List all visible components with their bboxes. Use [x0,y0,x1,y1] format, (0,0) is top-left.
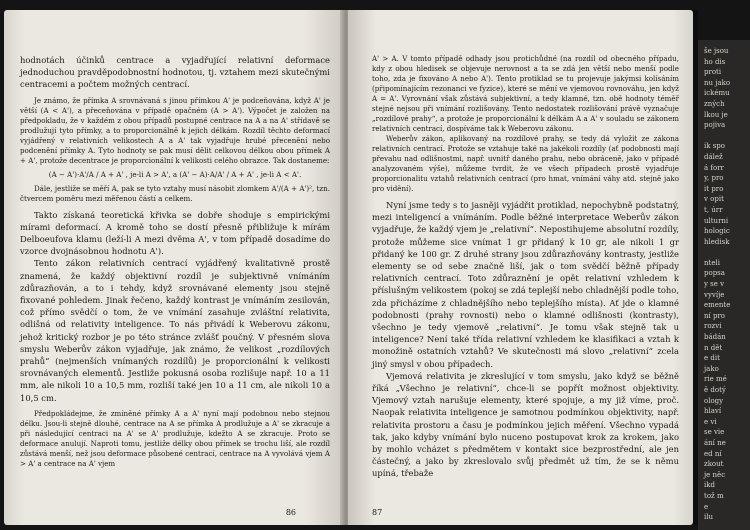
back-page-line: ě dotý [704,386,726,394]
right-paragraph-1: A' > A. V tomto případě odhady jsou protichůdné (na rozdíl od obecného případu, kdy z obou hledisek se objevuje nerovnost a ta se zdá jen větší nebo menší podle toho, zda je fixováno A nebo A'). Tento protiklad se tu projevuje jakýmsi kolísáním (připomínajícím rezonanci ve fyzice), které se mění ve vjemovou rovnováhu, jen když A = A'. Vyrovnání však zůstává subjektivní, a tedy klamné, tzn. obě hodnoty téměř stejné nejsou při vnímání rozlišovány. Tento nedostatek rozlišování právě vyznačuje „rozdílové prahy“, a protože je proporcionální k délkám A a A' v souladu se zákonem relativních centrací, dospíváme tak k Weberovu zákonu. [372,54,679,133]
back-page-line: tož m [704,491,724,500]
back-page-line: lkou je [704,110,728,119]
back-page-line: zkout [704,460,724,469]
back-page-line: vyvíje [704,290,725,299]
left-paragraph-4: Takto získaná teoretická křivka se dobře shoduje s empirickými mírami deformací. A kromě toho se dostí přesně přibližuje k mírám Delboeufova klamu (leží-li A mezi dvěma A', v tom případě dosadíme do vzorce dvojnásobnou hodnotu A'). [20,209,330,257]
back-page-line: ickému [704,89,730,98]
back-page-line: ho dis [704,57,726,66]
left-paragraph-6: Předpokládejme, že zmíněné přímky A a A' nyní mají podobnou nebo stejnou délku. Jsou-li stejně dlouhé, centrace na A se přímka A prodlužuje a A' se zkracuje a při následující centraci na A' se A' prodlužuje, kdežto A se zkracuje. Proto se deformace anulují. Naproti tomu, jestliže délky obou přímek se trochu liší, ale rozdíl zůstává menší, než jsou deformace působené centrací, centrace na A vyvolává vjem A > A' a centrace na A' vjem [20,408,330,468]
back-page-line: hologic [704,227,730,236]
right-paragraph-3: Nyní jsme tedy s to jasněji vyjádřit protiklad, nepochybně podstatný, mezi inteligencí a vnímáním. Podle běžné interpretace Weberův zákon vyjadřuje, že každý vjem je „relativní“. Nepostihujeme absolutní rozdíly, protože můžeme sice vnímat 1 gr přidaný k 10 gr, ale nikoli 1 gr přidaný ke 100 gr. Z druhé strany jsou zdůrazňovány kontrasty, jestliže elementy se od sebe značně liší, jak o tom svědčí běžně případy relativních centrací. Toto zdůraznění je opět relativní vzhledem k příslušným velikostem (pokoj se zdá teplejší nebo chladnější podle toho, zda přicházíme z chladnějšího nebo teplejšího místa). Ať jde o klamné podobnosti (prahy rovnosti) nebo o klamné odlišnosti (kontrasty), všechno je tedy vjemově „relativní“. Je tomu však stejně tak u inteligence? Není také třída relativní vzhledem ke klasifikaci a vztah k monožině ostatních vztahů? Ve skutečnosti má slovo „relativní“ zcela jiný smysl v obou případech. [372,200,679,369]
left-page-number: 86 [285,508,296,517]
back-page-line: n dět [704,343,723,352]
right-page-number: 87 [372,508,383,517]
back-page-line: hledisk [704,237,730,246]
back-page-line: dálež [704,152,723,161]
back-page-line: e [704,502,709,511]
back-page-line: ik spo [704,142,725,151]
left-formula: (A − A')·A'/A / A + A' , je-li A > A', a (A' − A)·A/A' / A + A' , je-li A < A'. [48,169,302,179]
back-page-line: jako [704,364,719,373]
back-page-line: še jsou [704,47,729,55]
right-paragraph-2: Weberův zákon, aplikovaný na rozdílové prahy, se tedy dá vyložit ze zákona relativních centrací. Protože se vztahuje také na jakékoli rozdíly (ať podobnosti mají převahu nad odlišnostmi, např. uvnitř daného prahu, nebo obráceně, jako v případě analyzovaném výše), můžeme tvrdit, že ve všech případech prostě vyjadřuje proporcionalitu vztahů relativních centrací (pro hmat, vnímání váhy atd. stejně jako pro vidění). [372,134,679,193]
back-page-fragment [698,40,750,530]
back-page-line: ní pro [704,311,726,320]
back-page-line [704,131,750,142]
right-paragraph-4: Vjemová relativita je zkreslující v tom smyslu, jako když se běžně říká „Všechno je relativní“, chce-li se popřít možnost objektivity. Vjemový vztah narušuje elementy, které spojuje, a my již víme, proč. Naopak relativita inteligence je samotnou podmínkou objektivity, např. relativita prostoru a času je podmínkou jejich měření. Všechno vypadá tak, jako kdyby vnímání bylo nuceno postupovat krok za krokem, jako by mohlo vcházet s předmětem v kontakt sice bezprostřední, ale jen částečný, a jako by zkreslovalo svůj předmět už tím, že se k němu upíná, třebaže [372,370,679,479]
back-page-line: rie mé [704,375,727,384]
left-paragraph-3: Dále, jestliže se měří A, pak se tyto vztahy musí násobit zlomkem A'/(A + A')², tzn. čtvercem poměru mezi měřenou částí a celkem. [20,183,330,203]
back-page-line: e dit [704,354,720,363]
left-paragraph-2: Je známo, že přímka A srovnávaná s jinou přímkou A' je podceňována, když A' je větší (A < A'), a přeceňována v případě opačném (A > A'). Výpočet je založen na předpokladu, že v každém z obou případů postupné centrace na A a na A' střídavě se prodlužují tyto přímky, a to proporcionálně k jejich délkám. Rozdíl těchto deformací vyjádřený v relativních velikostech A a A' tak vyjadřuje hrubé přecenění nebo podcenění přímky A. Tyto hodnoty se pak musí dělit celkovou délkou obou přímek A + A', protože decentrace je proporcionální k velikosti celého obrazce. Tak dostaneme: [20,95,330,165]
left-paragraph-5: Tento zákon relativních centrací vyjádřený kvalitativně prostě znamená, že každý objektivní rozdíl je subjektivně vnímáním zdůrazňován, a to i tehdy, když srovnávané elementy jsou stejně fixované pohledem. Jinak řečeno, každý kontrast je vnímáním zesilován, což přímo svědčí o tom, že ve vnímání zasahuje zvláštní relativita, odlišná od relativity inteligence. To nás přivádí k Weberovu zákonu, jehož kritický rozbor je po této stránce zvlášť poučný. V přesném slova smyslu Weberův zákon vyjadřuje, jak známo, že velikost „rozdílových prahů“ (nejmenších vnímaných rozdílů) je proporcionální k velikosti srovnávaných elementů. Jestliže pokusná osoba rozlišuje např. 10 a 11 mm, ale nikoli 10 a 10,5 mm, rozliší také jen 10 a 11 cm, ale nikoli 10 a 10,5 cm. [20,258,330,403]
back-page-line [704,247,750,258]
back-page-line: ilu [704,513,713,522]
back-page-line: nteli [704,258,720,267]
left-paragraph-1: hodnotách účinků centrace a vyjadřující relativní deformace jednoduchou pravděpodobnostní hodnotou, tj. vztahem mezi skutečnými centracemi a počtem možných centrací. [20,55,330,90]
back-page-line: proti [704,68,722,77]
back-page-line: y, pro [704,174,724,183]
back-page-line: bádán [704,333,726,342]
back-page-line: v opit [704,195,724,204]
back-page-line: y se v [704,280,725,289]
back-page-line: ology [704,396,724,405]
back-page-line: t, úrr [704,205,723,214]
back-page-line: zných [704,99,725,108]
back-page-line: ed ní [704,449,722,458]
right-page [348,10,693,525]
back-page-line: je něc [704,470,726,479]
back-page-line: emente [704,301,731,310]
back-page-line: se vie [704,428,725,437]
back-page-line: ikd [704,481,715,490]
back-page-line: á forr [704,163,724,172]
back-page-line: e vi [704,417,717,426]
back-page-line: hlaví [704,407,722,416]
back-page-line: nu jako [704,78,731,87]
left-page [4,10,344,525]
back-page-line: ání ne [704,438,726,447]
back-page-line: pojiva [704,121,726,130]
back-page-line: ulturni [704,216,729,225]
back-page-line: it pro [704,184,724,193]
back-page-line: popsa [704,269,725,278]
back-page-line: rozvi [704,322,722,331]
